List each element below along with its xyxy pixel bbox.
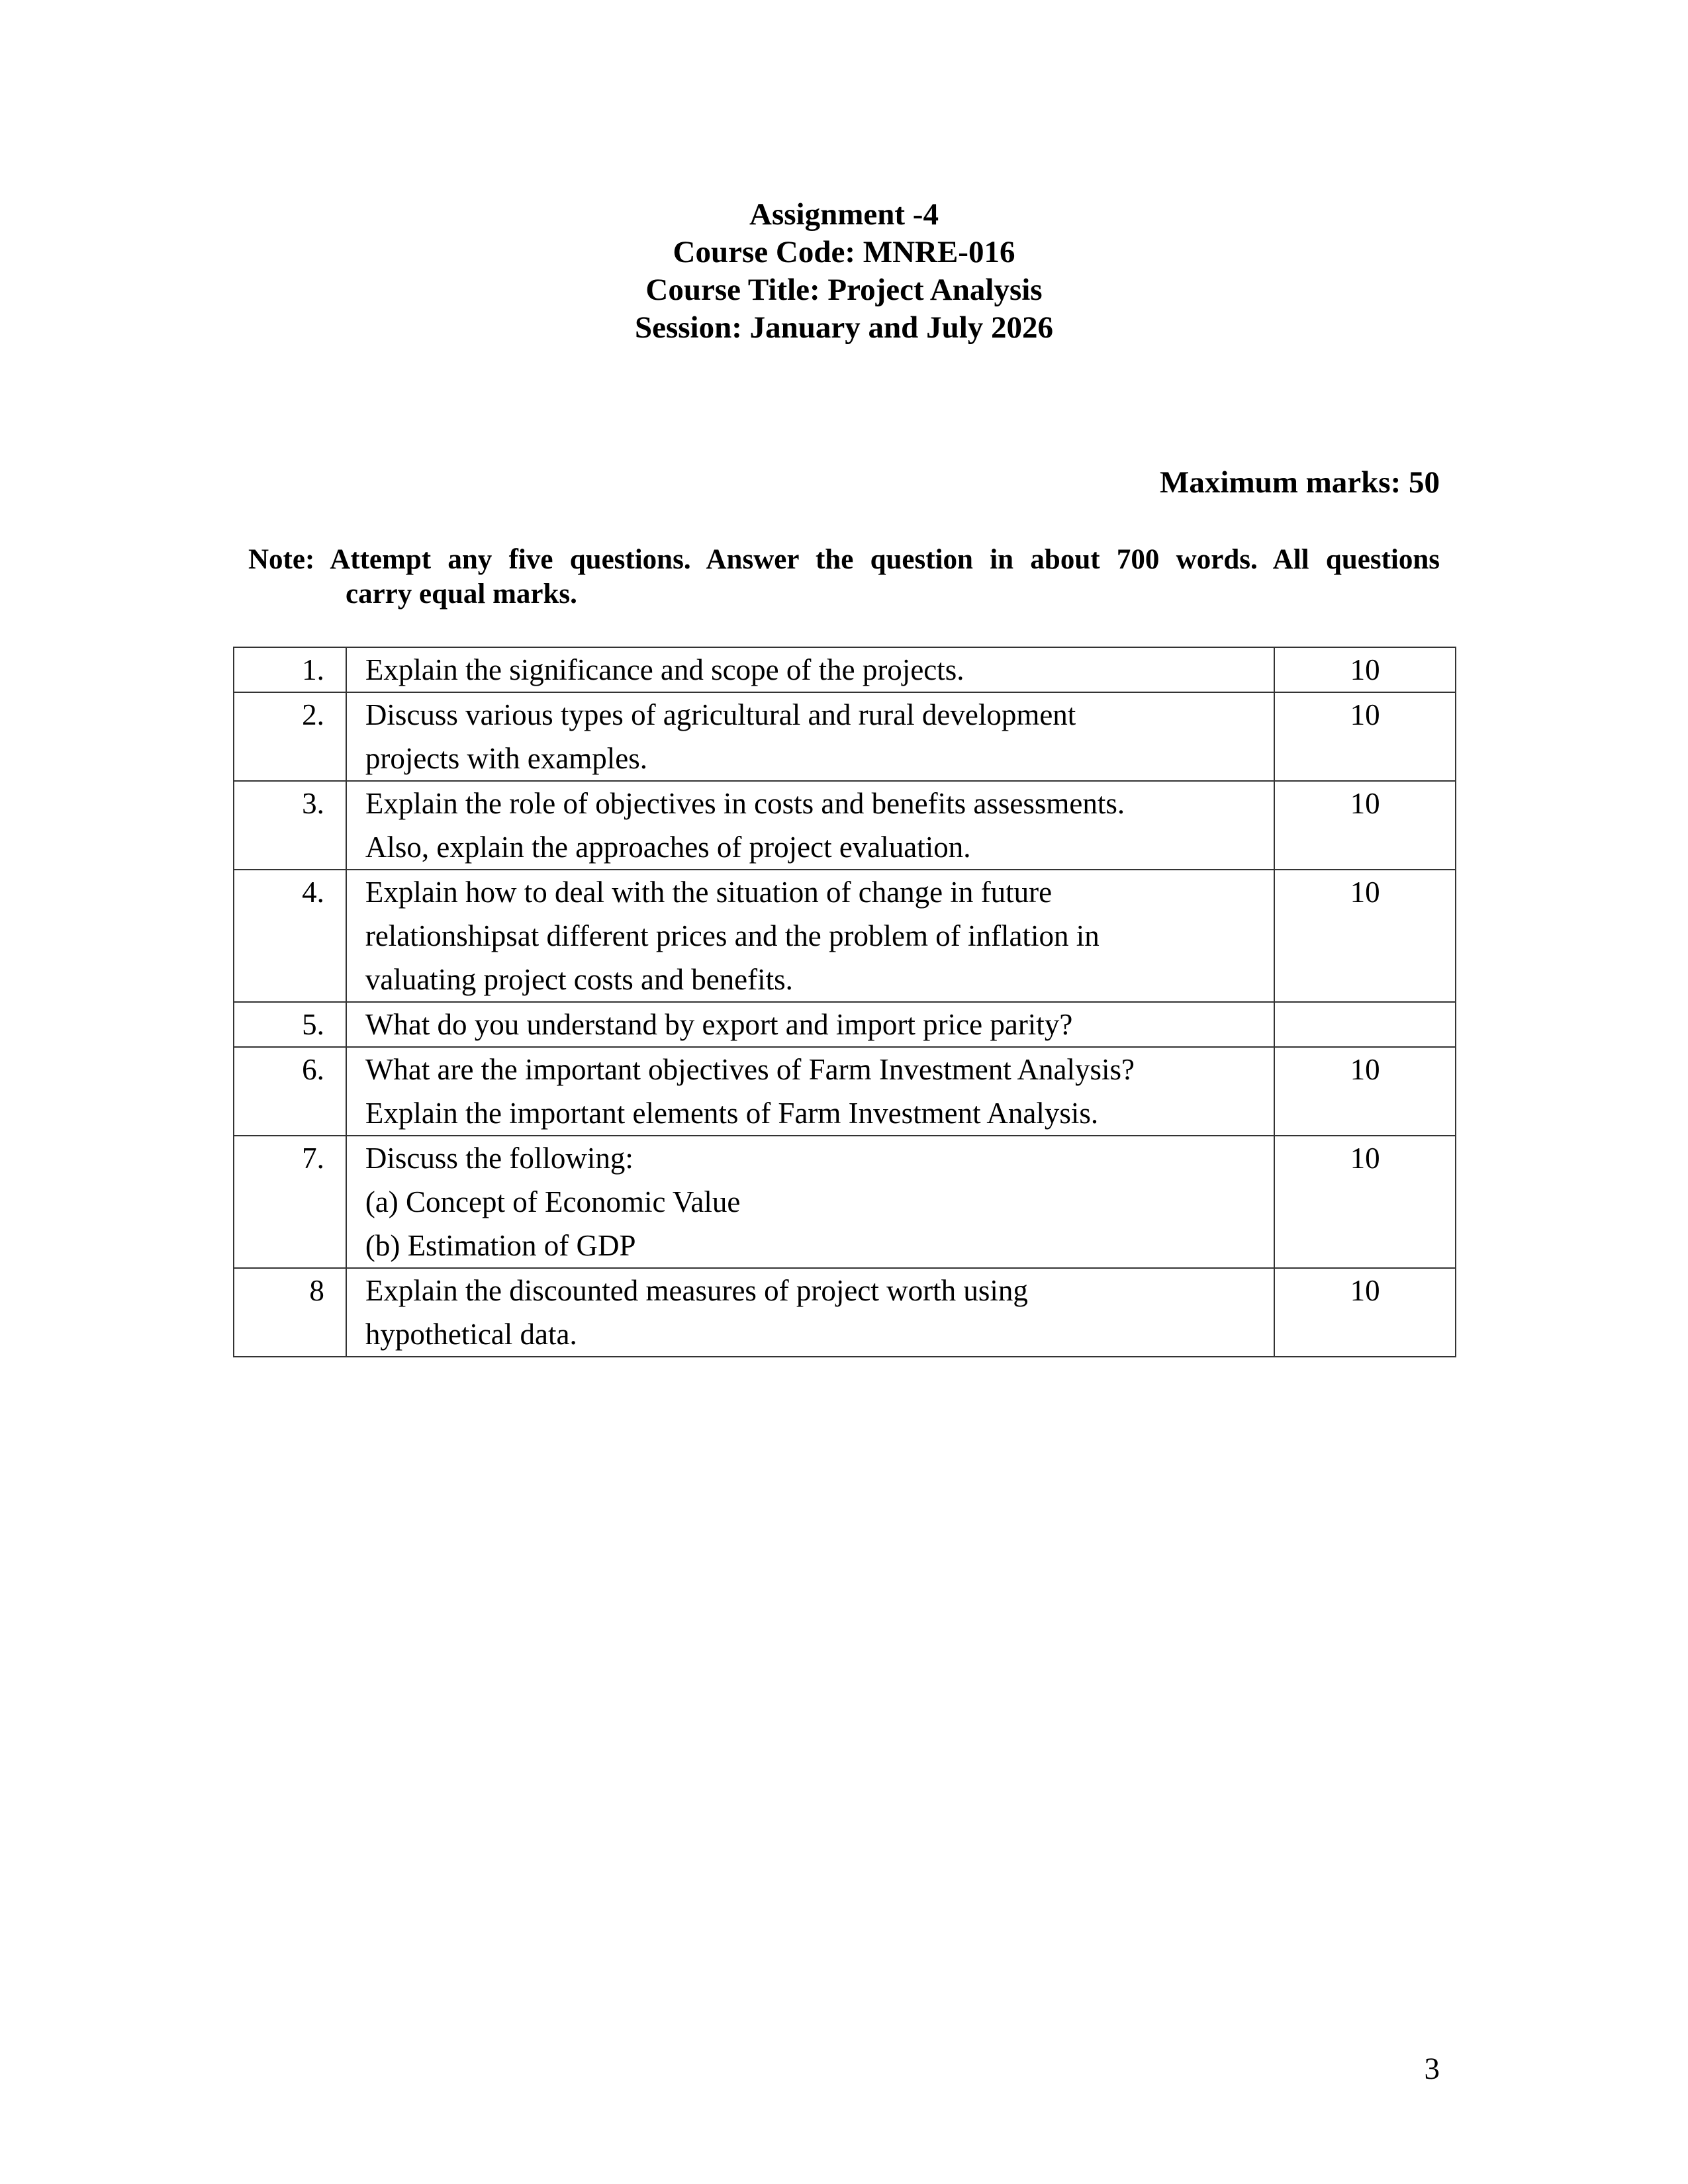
question-row [234, 781, 1456, 870]
question-marks: 10 [1274, 692, 1456, 781]
question-text [346, 1002, 1274, 1047]
question-number: 4. [234, 870, 346, 1002]
question-row [234, 1136, 1456, 1268]
page-number: 3 [1424, 2052, 1440, 2086]
question-text-line: Explain the important elements of Farm Investment Analysis. [365, 1097, 1099, 1130]
question-text-line: Also, explain the approaches of project evaluation. [365, 831, 971, 864]
question-text-line: Explain the significance and scope of the projects. [365, 653, 964, 686]
question-marks: 10 [1274, 1047, 1456, 1136]
question-text-line: (b) Estimation of GDP [365, 1229, 636, 1262]
question-marks: 10 [1274, 1268, 1456, 1357]
question-text-line: What do you understand by export and import price parity? [365, 1008, 1073, 1041]
question-text [346, 1136, 1274, 1268]
question-row [234, 692, 1456, 781]
question-number: 2. [234, 692, 346, 781]
question-marks: 10 [1274, 1136, 1456, 1268]
question-text [346, 692, 1274, 781]
question-number: 6. [234, 1047, 346, 1136]
question-row [234, 1268, 1456, 1357]
question-number: 1. [234, 647, 346, 692]
question-text [346, 647, 1274, 692]
note-line-1: Note: Attempt any five questions. Answer the question in about 700 words. All questions [248, 544, 1440, 575]
question-text-line: What are the important objectives of Farm Investment Analysis? [365, 1053, 1135, 1086]
assignment-title: Assignment -4 [749, 197, 939, 232]
questions-table [233, 647, 1456, 1357]
question-text-line: projects with examples. [365, 742, 647, 775]
question-row [234, 647, 1456, 692]
question-row [234, 1047, 1456, 1136]
question-marks: 10 [1274, 870, 1456, 1002]
document-header [0, 196, 1688, 347]
course-title: Course Title: Project Analysis [645, 273, 1043, 307]
questions-table-body [234, 647, 1456, 1357]
question-text [346, 781, 1274, 870]
question-number: 5. [234, 1002, 346, 1047]
question-text-line: (a) Concept of Economic Value [365, 1185, 741, 1218]
question-number: 3. [234, 781, 346, 870]
course-code: Course Code: MNRE-016 [673, 235, 1015, 269]
question-text-line: Discuss the following: [365, 1142, 633, 1175]
question-text [346, 1268, 1274, 1357]
question-text [346, 1047, 1274, 1136]
question-text-line: Explain the role of objectives in costs and benefits assessments. [365, 787, 1125, 820]
question-row [234, 870, 1456, 1002]
note-line-2: carry equal marks. [346, 578, 577, 610]
question-text-line: relationshipsat different prices and the problem of inflation in [365, 919, 1100, 952]
question-marks: 10 [1274, 781, 1456, 870]
question-text [346, 870, 1274, 1002]
question-text-line: Explain how to deal with the situation of change in future [365, 876, 1053, 909]
question-text-line: hypothetical data. [365, 1318, 577, 1351]
question-text-line: valuating project costs and benefits. [365, 963, 793, 996]
question-number: 7. [234, 1136, 346, 1268]
question-row [234, 1002, 1456, 1047]
session: Session: January and July 2026 [634, 310, 1054, 345]
maximum-marks: Maximum marks: 50 [1160, 465, 1440, 500]
question-marks [1274, 1002, 1456, 1047]
question-text-line: Discuss various types of agricultural and rural development [365, 698, 1076, 731]
question-marks: 10 [1274, 647, 1456, 692]
question-number: 8 [234, 1268, 346, 1357]
question-text-line: Explain the discounted measures of project worth using [365, 1274, 1028, 1307]
